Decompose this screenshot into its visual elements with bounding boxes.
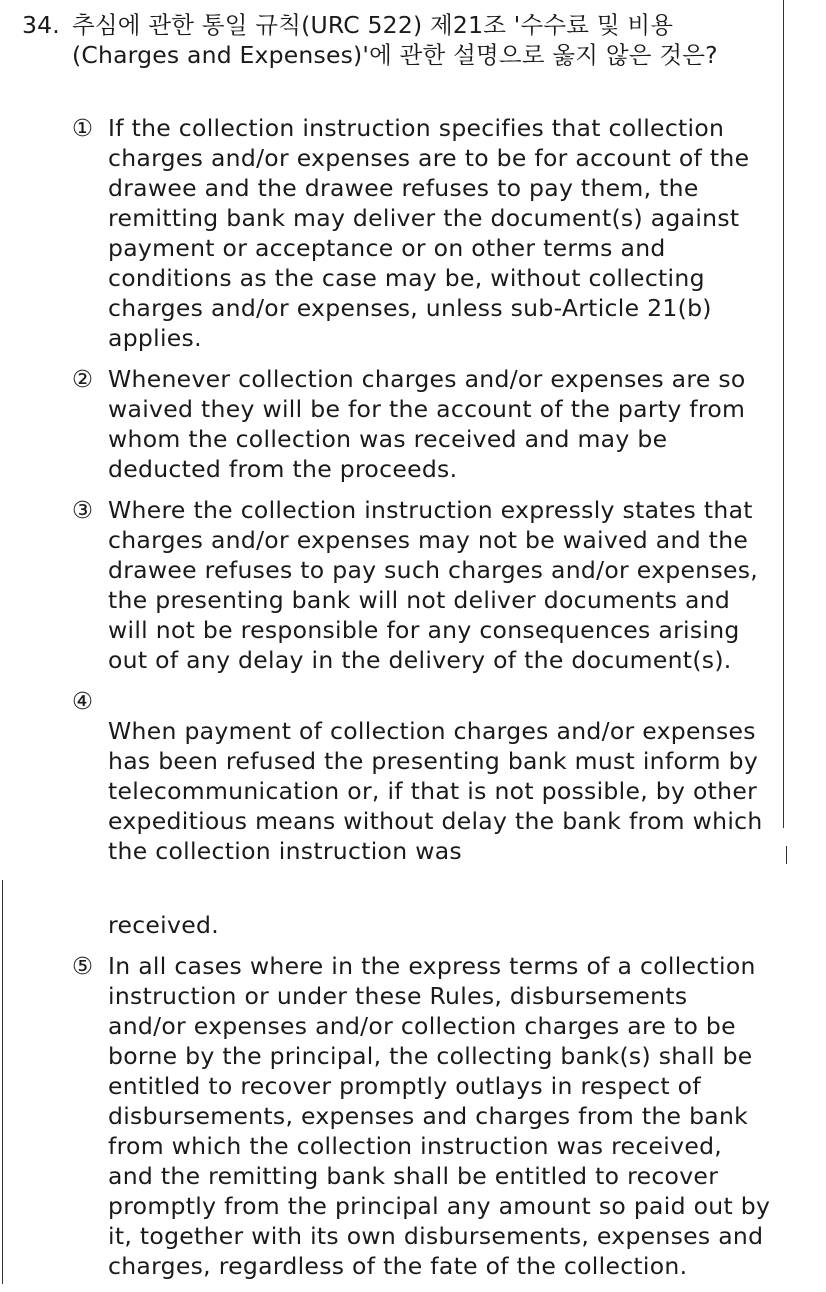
page-border-mark xyxy=(786,846,787,864)
option-3-text: Where the collection instruction expressly states that charges and/or expenses may not be waived and the drawee refuses to pay such charges and/or expenses, the presenting bank will not deliver documents and will not be responsible for any consequences arising out of any delay in the delivery of the document(s). xyxy=(108,496,759,674)
question-number: 34. xyxy=(22,11,60,39)
question-text: 추심에 관한 통일 규칙(URC 522) 제21조 '수수료 및 비용 (Charges and Expenses)'에 관한 설명으로 옳지 않은 것은? xyxy=(72,11,718,69)
option-1-mark: ① xyxy=(72,114,94,142)
option-5[interactable] xyxy=(72,951,772,1281)
option-4[interactable] xyxy=(72,686,772,940)
option-4-body xyxy=(108,686,772,940)
option-2-mark: ② xyxy=(72,365,94,393)
page-break-gap xyxy=(108,866,772,880)
option-4-text: When payment of collection charges and/or expenses has been refused the presenting bank must inform by telecommunication or, if that is not possible, by other expeditious means without delay the bank from which the collection instruction was xyxy=(108,717,763,865)
option-3[interactable] xyxy=(72,495,772,675)
options-list xyxy=(72,113,772,1292)
option-2-text: Whenever collection charges and/or expenses are so waived they will be for the account of the party from whom the collection was received and may be deducted from the proceeds. xyxy=(108,365,746,483)
page-border-left xyxy=(2,880,3,1284)
option-2[interactable] xyxy=(72,364,772,484)
option-3-mark: ③ xyxy=(72,496,94,524)
option-5-mark: ⑤ xyxy=(72,952,94,980)
option-4-text-continued: received. xyxy=(108,911,219,939)
page-border-right xyxy=(783,0,784,828)
question-header xyxy=(22,10,762,70)
option-1[interactable] xyxy=(72,113,772,353)
question-block xyxy=(22,10,762,70)
option-4-mark: ④ xyxy=(72,687,94,715)
option-5-text: In all cases where in the express terms of a collection instruction or under these Rules, disbursements and/or expenses and/or collection charges are to be borne by the principal, the collecting bank(s) shall be entitled to recover promptly outlays in respect of disbursements, expenses and charges from the bank from which the collection instruction was received, and the remitting bank shall be entitled to recover promptly from the principal any amount so paid out by it, together with its own disbursements, expenses and charges, regardless of the fate of the collection. xyxy=(108,952,771,1280)
option-1-text: If the collection instruction specifies that collection charges and/or expenses are to be for account of the drawee and the drawee refuses to pay them, the remitting bank may deliver the document(s) against payment or acceptance or on other terms and conditions as the case may be, without collecting charges and/or expenses, unless sub-Article 21(b) applies. xyxy=(108,114,750,352)
